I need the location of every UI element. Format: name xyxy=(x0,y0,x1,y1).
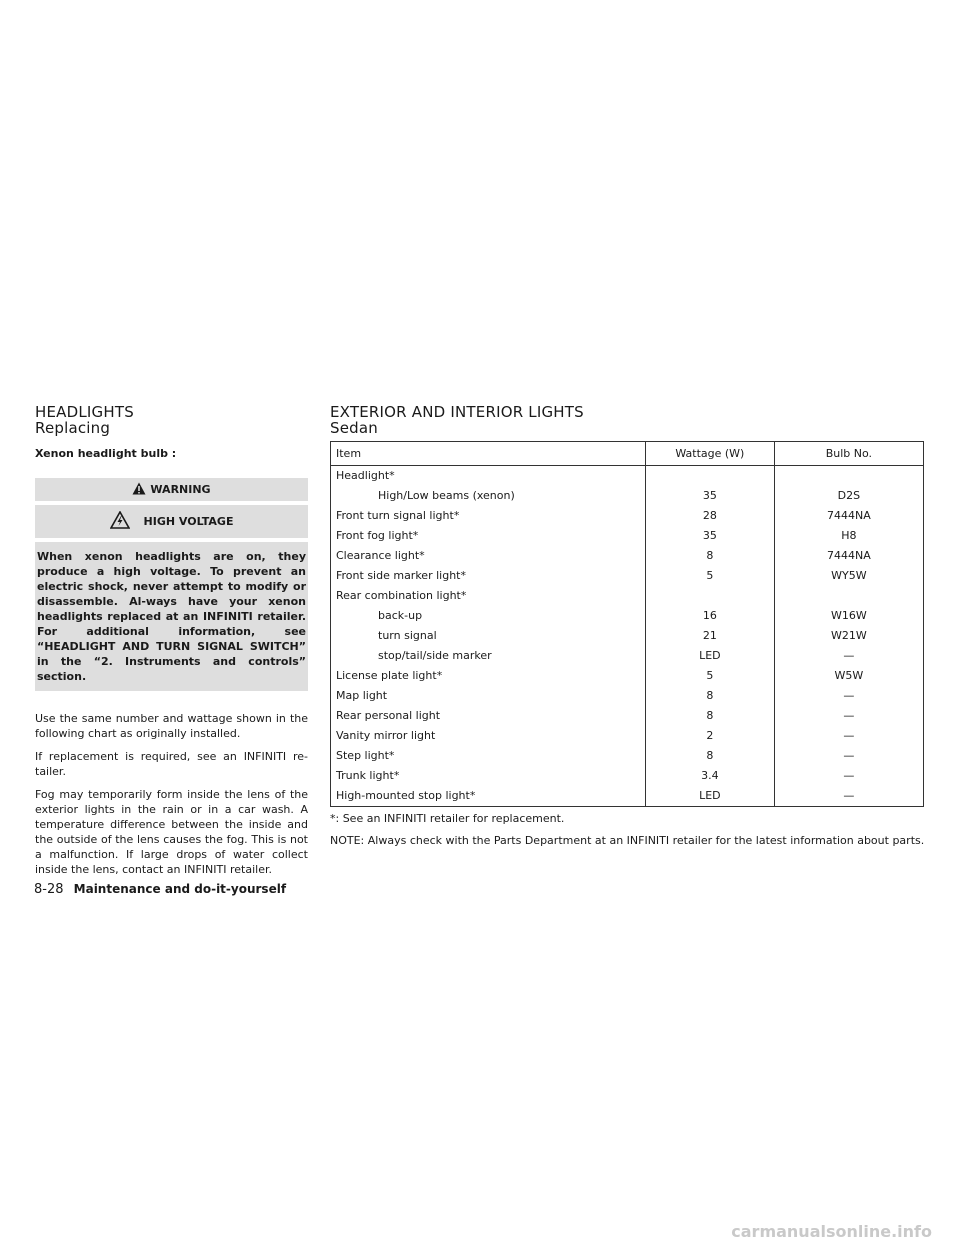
cell-item: stop/tail/side marker xyxy=(378,649,492,662)
table-row xyxy=(331,646,924,666)
cell-bulb: — xyxy=(774,726,923,746)
cell-wattage: 5 xyxy=(645,566,774,586)
page-number: 8-28 xyxy=(34,882,64,897)
warning-label: WARNING xyxy=(150,483,211,496)
table-row xyxy=(331,666,924,686)
paragraph: If replacement is required, see an INFINITI re-tailer. xyxy=(35,750,308,778)
cell-bulb: W21W xyxy=(774,626,923,646)
table-row xyxy=(331,526,924,546)
cell-item: Map light xyxy=(336,689,388,702)
cell-bulb: — xyxy=(774,686,923,706)
table-row xyxy=(331,686,924,706)
subsection-heading: Sedan xyxy=(330,419,378,437)
cell-wattage: 8 xyxy=(645,746,774,766)
cell-item: Vanity mirror light xyxy=(336,729,436,742)
cell-bulb: — xyxy=(774,746,923,766)
subsection-heading: Replacing xyxy=(35,419,111,437)
table-row xyxy=(331,626,924,646)
left-column xyxy=(35,404,308,885)
cell-wattage: LED xyxy=(645,646,774,666)
cell-item: Rear personal light xyxy=(336,709,441,722)
cell-wattage: 35 xyxy=(645,526,774,546)
cell-bulb: W5W xyxy=(774,666,923,686)
column-header-bulb: Bulb No. xyxy=(774,442,923,466)
cell-item: High-mounted stop light* xyxy=(336,789,476,802)
cell-item: back-up xyxy=(378,609,423,622)
cell-wattage: 5 xyxy=(645,666,774,686)
cell-bulb: 7444NA xyxy=(774,506,923,526)
cell-item: Step light* xyxy=(336,749,395,762)
section-heading: EXTERIOR AND INTERIOR LIGHTS xyxy=(330,403,584,421)
cell-item: Front side marker light* xyxy=(336,569,466,582)
bulb-spec-table xyxy=(330,441,924,807)
cell-bulb: — xyxy=(774,766,923,786)
table-row xyxy=(331,506,924,526)
cell-bulb: — xyxy=(774,646,923,666)
paragraph: Fog may temporarily form inside the lens of the exterior lights in the rain or in a car wash. A temperature difference between the inside and the outside of the lens causes the fog. This is not a malfunction. If large drops of water collect inside the lens, contact an INFINITI retailer. xyxy=(35,788,308,876)
cell-wattage: 21 xyxy=(645,626,774,646)
cell-wattage: 28 xyxy=(645,506,774,526)
high-voltage-header xyxy=(35,505,308,538)
parts-note: NOTE: Always check with the Parts Department at an INFINITI retailer for the latest information about parts. xyxy=(330,834,925,847)
xenon-subheading: Xenon headlight bulb : xyxy=(35,447,177,460)
cell-bulb: — xyxy=(774,706,923,726)
cell-item: Rear combination light* xyxy=(336,589,467,602)
watermark: carmanualsonline.info xyxy=(731,1222,932,1241)
table-row xyxy=(331,466,924,487)
table-row xyxy=(331,606,924,626)
right-column xyxy=(330,404,925,849)
column-header-item: Item xyxy=(331,442,646,466)
cell-item: License plate light* xyxy=(336,669,443,682)
cell-wattage: 2 xyxy=(645,726,774,746)
cell-item: Front turn signal light* xyxy=(336,509,460,522)
table-row xyxy=(331,546,924,566)
cell-wattage: 8 xyxy=(645,706,774,726)
table-row xyxy=(331,566,924,586)
cell-bulb: D2S xyxy=(774,486,923,506)
cell-bulb: H8 xyxy=(774,526,923,546)
cell-bulb: W16W xyxy=(774,606,923,626)
cell-item: Headlight* xyxy=(336,469,395,482)
warning-icon xyxy=(132,482,146,498)
section-heading: HEADLIGHTS xyxy=(35,403,134,421)
cell-wattage xyxy=(645,586,774,606)
table-row xyxy=(331,786,924,807)
table-row xyxy=(331,766,924,786)
table-row xyxy=(331,586,924,606)
cell-wattage: 35 xyxy=(645,486,774,506)
cell-wattage: 8 xyxy=(645,686,774,706)
table-header-row xyxy=(331,442,924,466)
high-voltage-label: HIGH VOLTAGE xyxy=(143,515,234,528)
footnote: *: See an INFINITI retailer for replacement. xyxy=(330,812,565,825)
cell-item: turn signal xyxy=(378,629,437,642)
cell-wattage: 16 xyxy=(645,606,774,626)
table-row xyxy=(331,726,924,746)
cell-item: Front fog light* xyxy=(336,529,419,542)
cell-bulb xyxy=(774,466,923,487)
cell-bulb xyxy=(774,586,923,606)
cell-item: Trunk light* xyxy=(336,769,400,782)
cell-wattage xyxy=(645,466,774,487)
high-voltage-icon xyxy=(110,511,130,532)
cell-bulb: WY5W xyxy=(774,566,923,586)
cell-item: Clearance light* xyxy=(336,549,425,562)
cell-wattage: 3.4 xyxy=(645,766,774,786)
cell-wattage: LED xyxy=(645,786,774,807)
table-row xyxy=(331,746,924,766)
cell-bulb: 7444NA xyxy=(774,546,923,566)
page-footer xyxy=(34,882,286,897)
cell-wattage: 8 xyxy=(645,546,774,566)
cell-item: High/Low beams (xenon) xyxy=(378,489,515,502)
warning-header xyxy=(35,478,308,501)
table-row xyxy=(331,486,924,506)
column-header-wattage: Wattage (W) xyxy=(645,442,774,466)
cell-bulb: — xyxy=(774,786,923,807)
section-name: Maintenance and do-it-yourself xyxy=(73,882,287,896)
warning-text: When xenon headlights are on, they produce a high voltage. To prevent an electric shock, never attempt to modify or disassemble. Al-ways have your xenon headlights replaced at an INFINITI retailer. For additional information, see “HEADLIGHT AND TURN SIGNAL SWITCH” in the “2. Instruments and controls” section. xyxy=(35,542,308,691)
paragraph: Use the same number and wattage shown in the following chart as originally installed. xyxy=(35,712,308,740)
table-row xyxy=(331,706,924,726)
